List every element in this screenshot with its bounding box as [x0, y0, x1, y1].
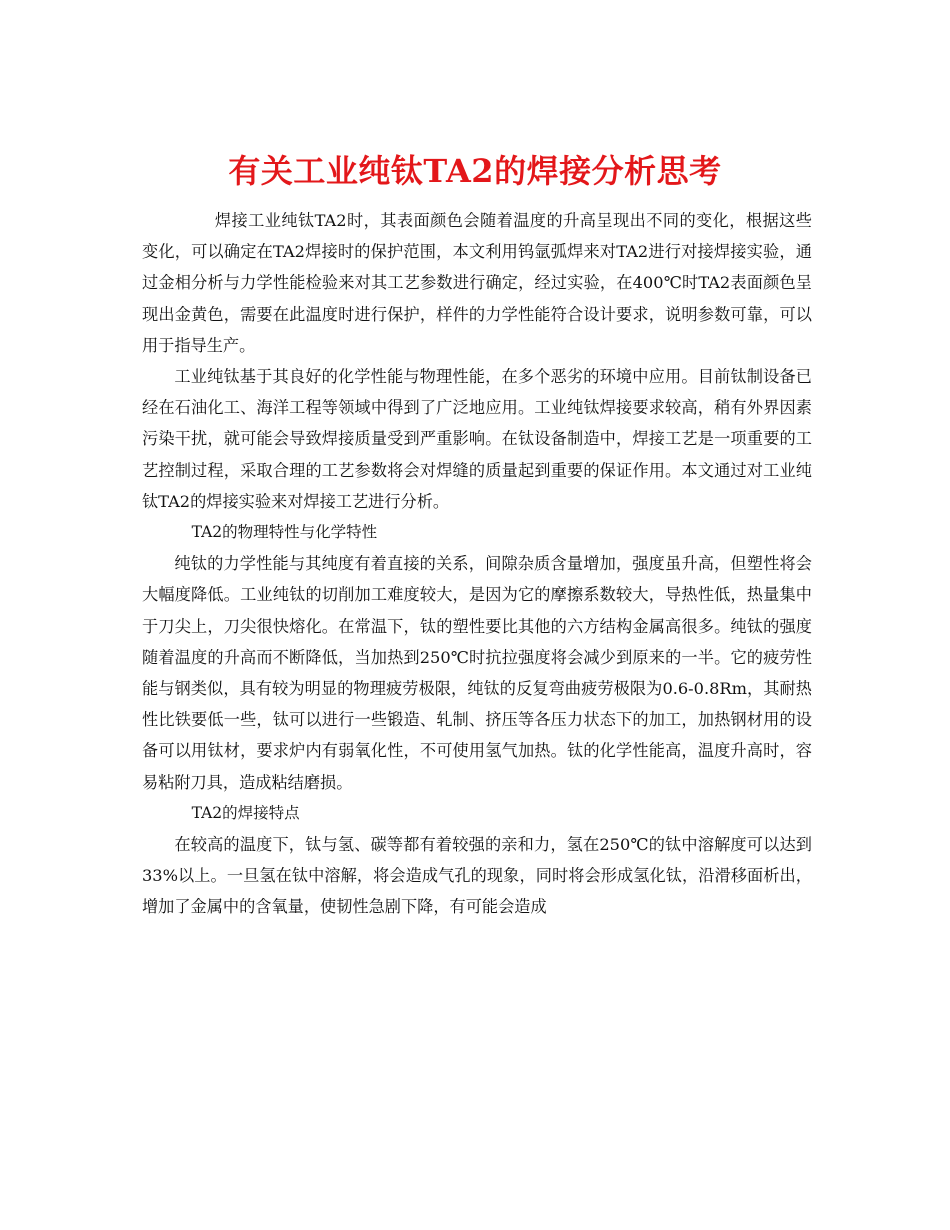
section-body-welding: 在较高的温度下，钛与氢、碳等都有着较强的亲和力，氢在250℃的钛中溶解度可以达到33%以上。一旦氢在钛中溶解，将会造成气孔的现象，同时将会形成氢化钛，沿滑移面析出，增加了金属中的含氧量，使韧性急剧下降，有可能会造成 — [142, 835, 812, 917]
document-body — [142, 205, 812, 923]
section-heading-welding: TA2的焊接特点 — [191, 803, 300, 822]
abstract-paragraph: 焊接工业纯钛TA2时，其表面颜色会随着温度的升高呈现出不同的变化，根据这些变化，可以确定在TA2焊接时的保护范围，本文利用钨氩弧焊来对TA2进行对接焊接实验，通过金相分析与力学性能检验来对其工艺参数进行确定，经过实验，在400℃时TA2表面颜色呈现出金黄色，需要在此温度时进行保护，样件的力学性能符合设计要求，说明参数可靠，可以用于指导生产。 — [142, 211, 812, 355]
section-body-properties: 纯钛的力学性能与其纯度有着直接的关系，间隙杂质含量增加，强度虽升高，但塑性将会大幅度降低。工业纯钛的切削加工难度较大，是因为它的摩擦系数较大，导热性低，热量集中于刀尖上，刀尖很快熔化。在常温下，钛的塑性要比其他的六方结构金属高很多。纯钛的强度随着温度的升高而不断降低，当加热到250℃时抗拉强度将会减少到原来的一半。它的疲劳性能与钢类似，具有较为明显的物理疲劳极限，纯钛的反复弯曲疲劳极限为0.6-0.8Rm，其耐热性比铁要低一些，钛可以进行一些锻造、轧制、挤压等各压力状态下的加工，加热钢材用的设备可以用钛材，要求炉内有弱氧化性，不可使用氢气加热。钛的化学性能高，温度升高时，容易粘附刀具，造成粘结磨损。 — [142, 554, 812, 792]
intro-paragraph: 工业纯钛基于其良好的化学性能与物理性能，在多个恶劣的环境中应用。目前钛制设备已经在石油化工、海洋工程等领域中得到了广泛地应用。工业纯钛焊接要求较高，稍有外界因素污染干扰，就可能会导致焊接质量受到严重影响。在钛设备制造中，焊接工艺是一项重要的工艺控制过程，采取合理的工艺参数将会对焊缝的质量起到重要的保证作用。本文通过对工业纯钛TA2的焊接实验来对焊接工艺进行分析。 — [142, 367, 812, 511]
section-heading-properties: TA2的物理特性与化学特性 — [191, 523, 378, 542]
document-title: 有关工业纯钛TA2的焊接分析思考 — [228, 152, 722, 191]
